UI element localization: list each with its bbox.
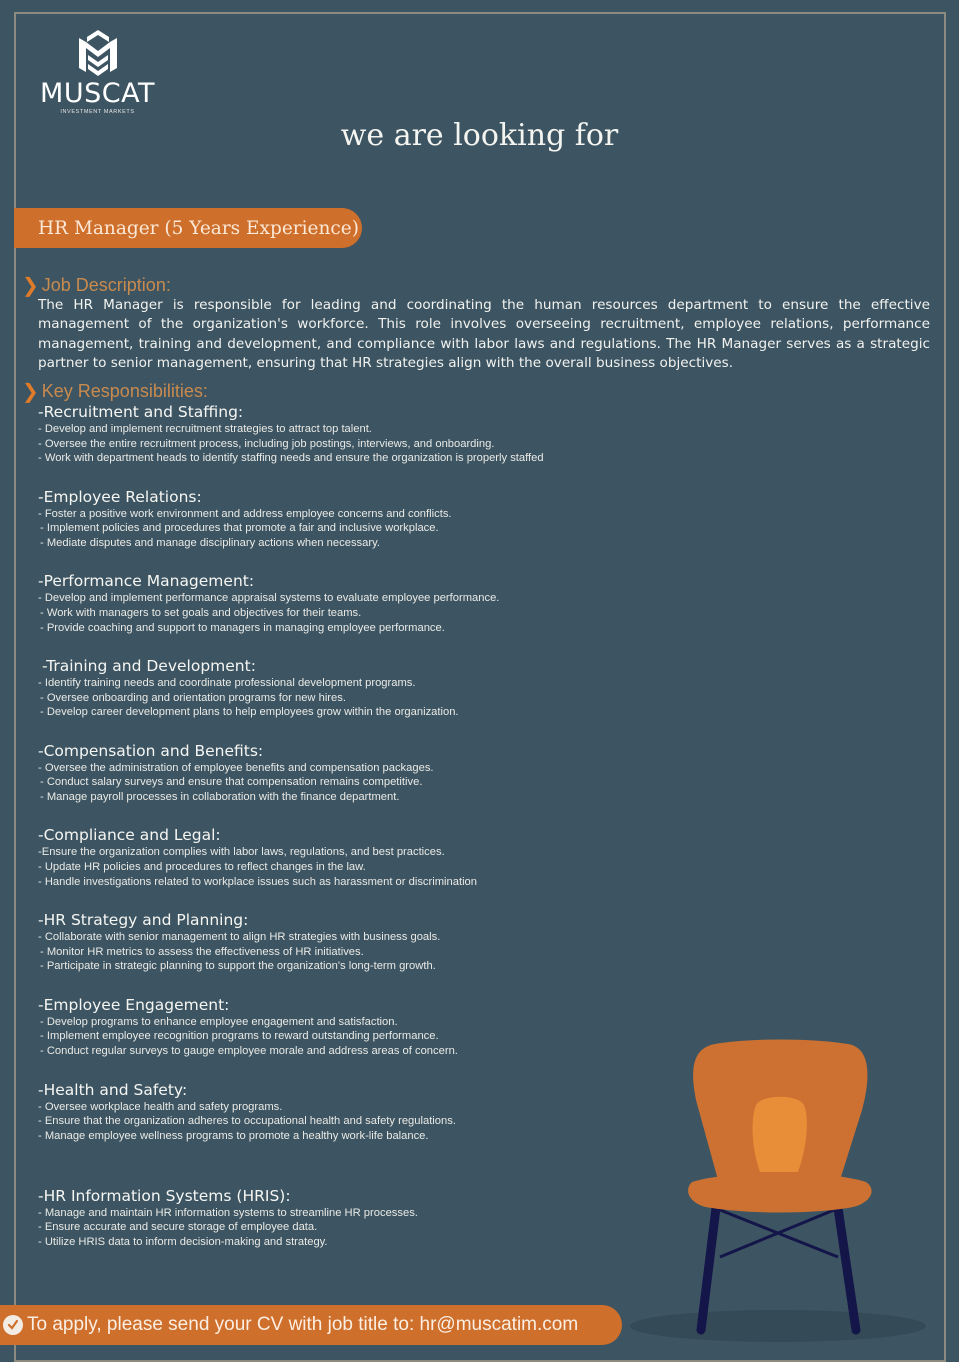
list-item: - Work with managers to set goals and objectives for their teams. [40,606,362,619]
responsibility-group-engagement [38,996,638,1081]
check-circle-icon [3,1315,23,1335]
list-item: - Mediate disputes and manage disciplinary actions when necessary. [40,536,380,549]
job-description-heading-text: Job Description: [41,274,171,295]
responsibility-group-compliance [38,826,638,911]
list-item: - Handle investigations related to workplace issues such as harassment or discrimination [38,875,478,888]
list-item: - Update HR policies and procedures to reflect changes in the law. [38,861,366,874]
responsibilities-list [38,403,638,1271]
group-title: -Performance Management: [38,572,255,591]
group-title: -Employee Relations: [38,487,202,506]
responsibility-group-training [38,657,638,742]
list-item: - Participate in strategic planning to support the organization's long-term growth. [40,960,436,973]
chevron-right-icon: ❯ [22,273,39,297]
chevron-right-icon: ❯ [22,379,39,403]
chair-back-cushion [753,1097,807,1172]
responsibility-group-performance [38,572,638,657]
list-item: - Oversee the administration of employee benefits and compensation packages. [38,761,434,774]
list-item: - Conduct regular surveys to gauge employee morale and address areas of concern. [40,1045,458,1057]
group-title: -Health and Safety: [38,1080,188,1099]
key-responsibilities-heading [22,379,208,403]
list-item: - Manage and maintain HR information systems to streamline HR processes. [38,1206,418,1219]
list-item: - Foster a positive work environment and address employee concerns and conflicts. [38,507,452,520]
chair-shadow [630,1310,926,1342]
list-item: - Work with department heads to identify staffing needs and ensure the organization is properly staffed [38,452,544,465]
list-item: - Implement policies and procedures that promote a fair and inclusive workplace. [40,522,439,535]
list-item: - Oversee the entire recruitment process, including job postings, interviews, and onboarding. [38,437,495,450]
responsibility-group-strategy [38,911,638,996]
job-title-banner [14,208,362,248]
job-description-heading [22,273,171,297]
group-title: -Recruitment and Staffing: [38,403,244,421]
job-description-text: The HR Manager is responsible for leading and coordinating the human resources department to ensure the effective management of the organization's workforce. This role involves overseeing recruitment, employee relations, performance management, training and development, and compliance with labor laws and regulations. The HR Manager serves as a strategic partner to senior management, ensuring that HR strategies align with the overall business objectives. [38,297,930,371]
list-item: - Manage employee wellness programs to promote a healthy work-life balance. [38,1129,429,1142]
list-item: - Utilize HRIS data to inform decision-making and strategy. [38,1235,328,1248]
responsibility-group-health-safety [38,1081,638,1187]
responsibility-group-employee-relations [38,488,638,573]
list-item: - Develop and implement performance appraisal systems to evaluate employee performance. [38,592,500,605]
list-item: - Develop and implement recruitment strategies to attract top talent. [38,423,372,435]
group-title: -HR Strategy and Planning: [38,911,249,930]
group-title: -HR Information Systems (HRIS): [38,1186,291,1205]
responsibility-group-recruitment [38,403,638,488]
chair-seat [688,1173,871,1213]
list-item: - Conduct salary surveys and ensure that compensation remains competitive. [40,776,423,789]
list-item: - Manage payroll processes in collaboration with the finance department. [40,790,400,803]
list-item: - Provide coaching and support to managers in managing employee performance. [40,621,445,634]
logo-name: MUSCAT [40,78,155,109]
list-item: - Implement employee recognition programs to reward outstanding performance. [40,1030,439,1043]
list-item: - Develop career development plans to help employees grow within the organization. [40,706,459,719]
list-item: - Identify training needs and coordinate professional development programs. [38,677,416,690]
list-item: - Oversee onboarding and orientation programs for new hires. [40,691,346,704]
logo-subtitle: INVESTMENT MARKETS [60,109,135,115]
responsibility-group-hris [38,1187,638,1272]
list-item: - Ensure that the organization adheres to occupational health and safety regulations. [38,1115,456,1128]
group-title: -Employee Engagement: [38,995,230,1014]
list-item: - Ensure accurate and secure storage of employee data. [38,1221,318,1234]
list-item: - Collaborate with senior management to align HR strategies with business goals. [38,931,441,944]
headline: we are looking for [340,118,619,153]
apply-instructions: To apply, please send your CV with job title to: hr@muscatim.com [27,1314,579,1335]
logo-mark-icon [76,28,120,78]
list-item: - Oversee workplace health and safety programs. [38,1100,283,1113]
list-item: - Monitor HR metrics to assess the effectiveness of HR initiatives. [40,945,364,958]
group-title: -Compliance and Legal: [38,826,221,845]
group-title: -Compensation and Benefits: [38,741,264,760]
list-item: -Ensure the organization complies with labor laws, regulations, and best practices. [38,846,445,859]
key-responsibilities-heading-text: Key Responsibilities: [41,380,208,401]
list-item: - Develop programs to enhance employee engagement and satisfaction. [40,1015,398,1028]
job-title: HR Manager (5 Years Experience) [38,217,359,239]
chair-illustration [620,1020,940,1348]
responsibility-group-compensation [38,742,638,827]
apply-banner [0,1305,622,1345]
logo [30,28,165,115]
group-title: -Training and Development: [42,657,256,676]
